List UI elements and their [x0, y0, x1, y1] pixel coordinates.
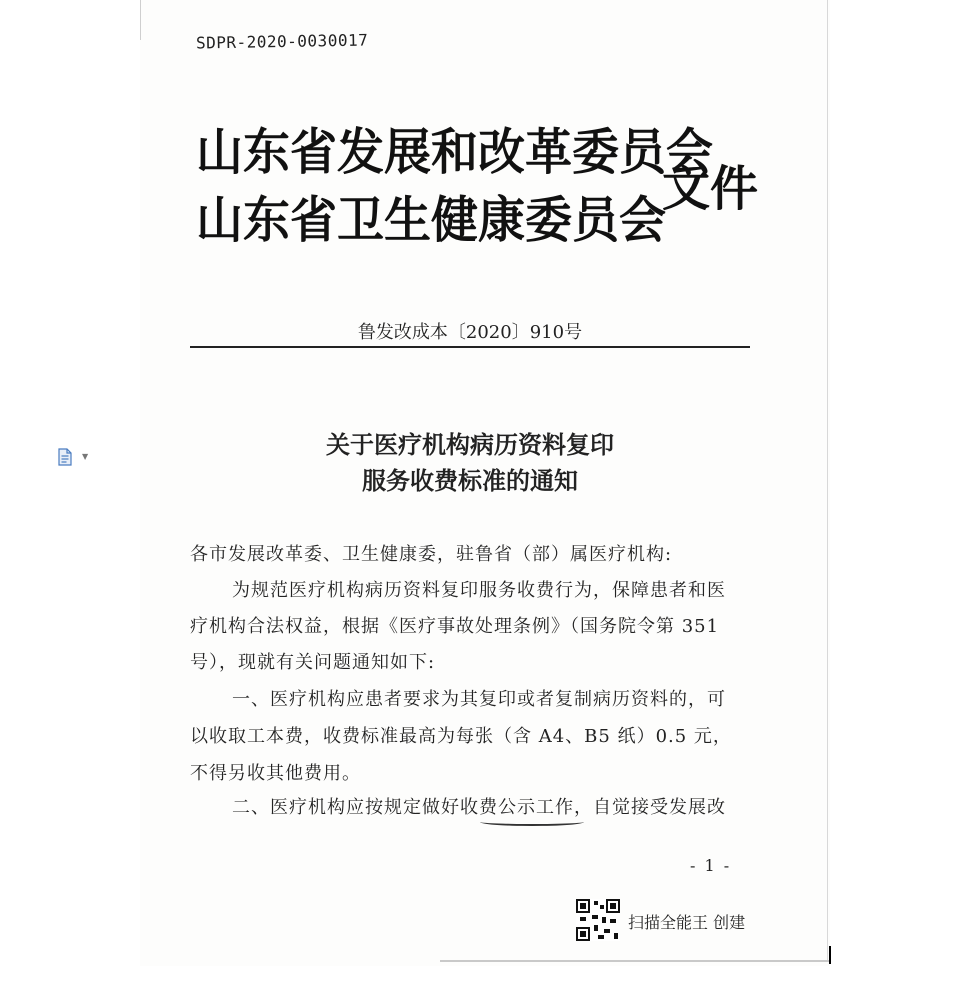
qr-code-icon [576, 899, 620, 941]
title-line-1: 关于医疗机构病历资料复印 [326, 431, 614, 459]
scanner-watermark-label: 扫描全能王 创建 [628, 913, 746, 932]
body-line: 各市发展改革委、卫生健康委，驻鲁省（部）属医疗机构: [190, 544, 673, 565]
text-cursor [829, 946, 831, 964]
title-line-2: 服务收费标准的通知 [362, 467, 578, 495]
body-line: 为规范医疗机构病历资料复印服务收费行为，保障患者和医 [232, 580, 726, 601]
document-number: 鲁发改成本〔2020〕910号 [357, 322, 583, 343]
page-edge-left [140, 0, 141, 40]
handwritten-underline [480, 818, 584, 826]
document-id: SDPR-2020-0030017 [195, 30, 369, 53]
body-line: 不得另收其他费用。 [190, 763, 361, 784]
body-line: 疗机构合法权益，根据《医疗事故处理条例》（国务院令第 351 [190, 616, 720, 637]
page-edge-bottom [440, 960, 830, 962]
page-edge-right [827, 0, 828, 960]
document-paste-icon[interactable] [56, 448, 74, 466]
issuer-line-2: 山东省卫生健康委员会 [196, 191, 666, 250]
header-rule [190, 346, 750, 348]
body-line: 以收取工本费，收费标准最高为每张（含 A4、B5 纸）0.5 元， [190, 726, 732, 747]
caret-down-icon[interactable]: ▼ [82, 452, 89, 461]
page-number: - 1 - [690, 856, 732, 875]
body-line: 号），现就有关问题通知如下: [190, 652, 436, 673]
document-type: 文件 [662, 161, 759, 217]
issuer-line-1: 山东省发展和改革委员会 [196, 123, 713, 182]
body-line: 二、医疗机构应按规定做好收费公示工作，自觉接受发展改 [232, 797, 726, 818]
body-line: 一、医疗机构应患者要求为其复印或者复制病历资料的，可 [232, 689, 726, 710]
